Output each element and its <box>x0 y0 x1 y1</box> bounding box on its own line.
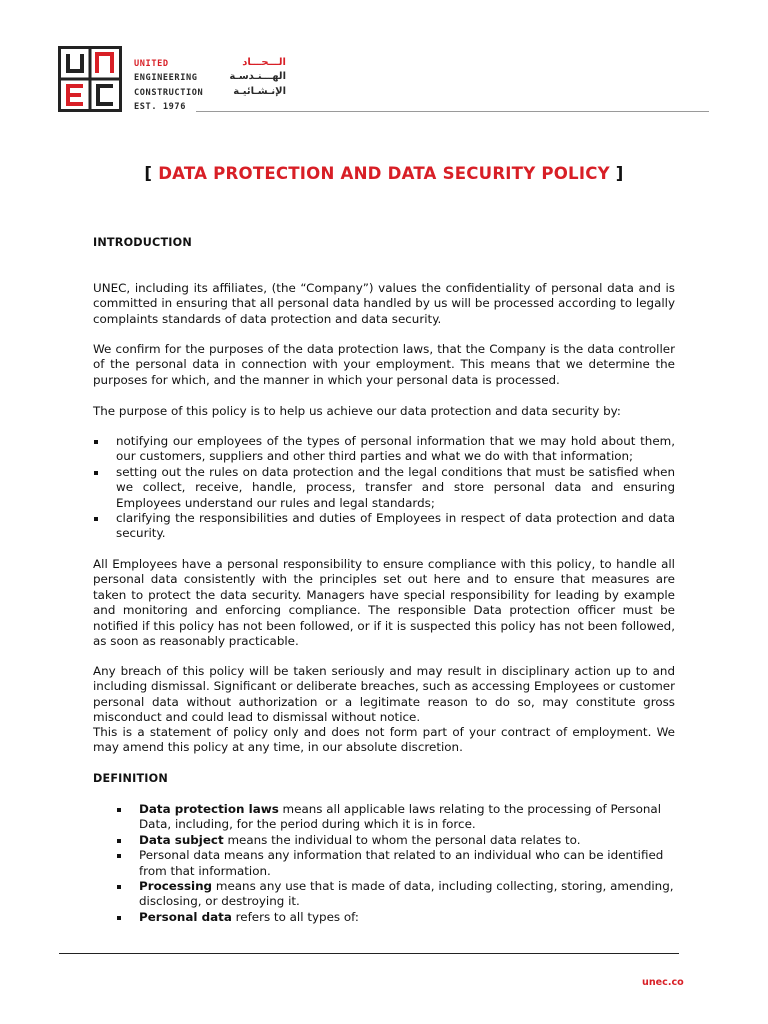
bullet-square-icon <box>117 854 121 858</box>
arabic-line-1: الـــحـــاد <box>242 57 286 68</box>
introduction-heading: INTRODUCTION <box>93 236 192 249</box>
definition-term: Processing <box>139 879 213 894</box>
company-name-arabic <box>230 56 286 99</box>
arabic-line-3: الإنـشـائيـة <box>233 85 286 97</box>
bullet-square-icon <box>94 440 98 444</box>
list-item <box>116 833 675 848</box>
bullet-square-icon <box>117 885 121 889</box>
definition-term: Data protection laws <box>139 802 279 816</box>
bullet-square-icon <box>117 916 121 920</box>
definition-list <box>116 802 675 925</box>
bullet-square-icon <box>117 808 121 812</box>
company-line-construction: CONSTRUCTION <box>134 87 204 98</box>
company-line-united: UNITED <box>134 59 169 69</box>
company-name <box>134 57 203 115</box>
list-item-text: clarifying the responsibilities and duties of Employees in respect of data protection and data security. <box>116 511 675 541</box>
list-item <box>93 511 675 542</box>
list-item <box>116 848 675 879</box>
list-item <box>116 910 675 925</box>
title-text: DATA PROTECTION AND DATA SECURITY POLICY <box>158 164 610 183</box>
purpose-list <box>93 434 675 542</box>
intro-paragraph-5: Any breach of this policy will be taken seriously and may result in disciplinary action up to and including dismissal. Significant or deliberate breaches, such as accessing Employees or customer personal data without authorization or a legitimate reason to do so, may constitute gross misconduct and could lead to dismissal without notice. <box>93 664 675 725</box>
bullet-square-icon <box>117 839 121 843</box>
definition-text: means the individual to whom the personal data relates to. <box>223 832 581 847</box>
definition-heading: DEFINITION <box>93 772 168 785</box>
intro-paragraph-3: The purpose of this policy is to help us achieve our data protection and data security by: <box>93 404 621 418</box>
definition-term: Data subject <box>139 832 224 847</box>
title-close-bracket: ] <box>615 164 624 183</box>
list-item <box>93 434 675 465</box>
definition-text: refers to all types of: <box>231 909 359 924</box>
definition-text: means all applicable laws relating to the processing of Personal Data, including, for the period during which it is in force. <box>139 802 661 832</box>
list-item <box>93 465 675 511</box>
bullet-square-icon <box>94 517 98 521</box>
list-item-text: setting out the rules on data protection and the legal conditions that must be satisfied when we collect, receive, handle, process, transfer and store personal data and ensuring Employees understand our rules and legal standards; <box>116 464 675 510</box>
intro-paragraph-4: All Employees have a personal responsibility to ensure compliance with this policy, to handle all personal data consistently with the principles set out here and to ensure that measures are taken to protect the data security. Managers have special responsibility for leading by example and monitoring and enforcing compliance. The responsible Data protection officer must be notified if this policy has not been followed, or if it is suspected this policy has not been followed, as soon as reasonably practicable. <box>93 557 675 649</box>
list-item <box>116 802 675 833</box>
definition-text: means any use that is made of data, including collecting, storing, amending, disclosing, or destroying it. <box>139 879 674 909</box>
list-item <box>116 879 675 910</box>
definition-text: Personal data means any information that related to an individual who can be identified from that information. <box>139 848 664 878</box>
company-line-engineering: ENGINEERING <box>134 73 198 84</box>
intro-paragraph-2: We confirm for the purposes of the data protection laws, that the Company is the data controller of the personal data in connection with your employment. This means that we determine the purposes for which, and the manner in which your personal data is processed. <box>93 342 675 387</box>
bullet-square-icon <box>94 471 98 475</box>
company-established: EST. 1976 <box>134 102 186 113</box>
page-title <box>0 164 768 183</box>
footer-website-link[interactable]: unec.co <box>642 977 684 988</box>
header-divider <box>196 111 709 112</box>
arabic-line-2: الهـــنـدسـة <box>229 71 286 83</box>
unec-logo <box>58 46 122 112</box>
definition-term: Personal data <box>139 909 232 924</box>
intro-paragraph-6: This is a statement of policy only and does not form part of your contract of employment. We may amend this policy at any time, in our absolute discretion. <box>93 725 675 755</box>
title-open-bracket: [ <box>144 164 153 183</box>
footer-divider <box>59 953 679 954</box>
list-item-text: notifying our employees of the types of personal information that we may hold about them, our customers, suppliers and other third parties and what we do with that information; <box>116 434 675 464</box>
intro-paragraph-1: UNEC, including its affiliates, (the “Company”) values the confidentiality of personal data and is committed in ensuring that all personal data handled by us will be processed according to legally complaints standards of data protection and data security. <box>93 281 675 326</box>
